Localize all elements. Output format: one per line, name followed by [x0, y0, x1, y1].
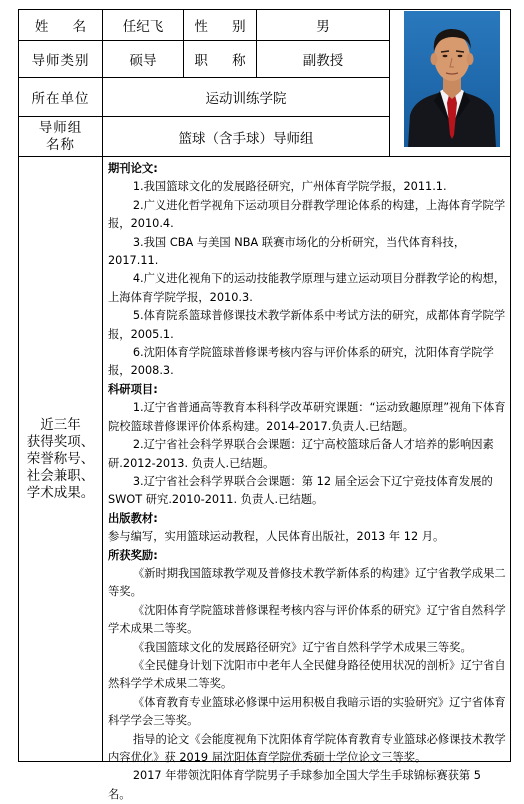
title-label: [183, 40, 257, 78]
research-item: 2.辽宁省社会科学界联合会课题：辽宁高校篮球后备人才培养的影响因素研.2012-2013. 负责人.已结题。: [108, 438, 494, 470]
unit-value-text: 运动训练学院: [205, 91, 287, 107]
award-item: 《体育教育专业篮球必修课中运用积极自我暗示语的实验研究》辽宁省体育科学学会三等奖。: [108, 695, 506, 728]
achievements-label-line-5: 学术成果。: [26, 484, 95, 501]
awards-heading: 所获奖励:: [108, 548, 158, 562]
mentor-type-label: [18, 40, 103, 78]
title-value: [256, 40, 390, 78]
mentor-type-value: [102, 40, 184, 78]
award-item: 《我国篮球文化的发展路径研究》辽宁省自然科学学术成果三等奖。: [132, 640, 472, 654]
paper-item: 5.体育院系篮球普修课技术教学新体系中考试方法的研究，成都体育学院学报，2005.1.: [108, 309, 506, 341]
gender-label-text: 性 别: [194, 19, 256, 35]
award-item: 《新时期我国篮球教学观及普修技术教学新体系的构建》辽宁省教学成果二等奖。: [108, 566, 506, 599]
name-label: [18, 9, 103, 41]
name-value-text: 任纪飞: [122, 19, 164, 35]
portrait-image: [404, 11, 500, 147]
group-label-line-1: 导师组: [38, 119, 83, 136]
award-item: 《沈阳体育学院篮球普修课程考核内容与评价体系的研究》辽宁省自然科学学术成果二等奖。: [108, 603, 506, 636]
achievements-label-line-1: 近三年: [40, 416, 81, 433]
title-label-text: 职 称: [194, 53, 256, 69]
group-value: [102, 116, 390, 157]
textbook-item: 参与编写，实用篮球运动教程，人民体育出版社，2013 年 12 月。: [108, 530, 445, 544]
mentor-type-value-text: 硕导: [129, 53, 157, 69]
group-value-text: 篮球（含手球）导师组: [178, 130, 314, 147]
achievements-label-line-3: 荣誉称号、: [26, 450, 95, 467]
title-value-text: 副教授: [302, 53, 344, 69]
group-label-line-2: 名称: [46, 136, 75, 153]
gender-value: [256, 9, 390, 41]
research-heading: 科研项目:: [108, 382, 158, 396]
paper-item: 6.沈阳体育学院篮球普修课考核内容与评价体系的研究，沈阳体育学院学报，2008.3.: [108, 346, 494, 378]
unit-value: [102, 77, 390, 117]
paper-item: 2.广义进化哲学视角下运动项目分群教学理论体系的构建，上海体育学院学报，2010.4.: [108, 198, 506, 231]
textbook-heading: 出版教材:: [108, 511, 158, 525]
group-label: [18, 116, 103, 157]
achievements-content: [102, 156, 511, 801]
mentor-type-label-text: 导师类别: [31, 53, 90, 69]
gender-label: [183, 9, 257, 41]
portrait-photo: [404, 11, 500, 147]
gender-value-text: 男: [316, 19, 330, 35]
research-item: 3.辽宁省社会科学界联合会课题：第 12 届全运会下辽宁竞技体育发展的 SWOT 研究.2010-2011. 负责人.已结题。: [108, 474, 493, 507]
papers-heading: 期刊论文:: [108, 162, 158, 175]
unit-label-text: 所在单位: [31, 91, 90, 107]
name-label-text: 姓 名: [34, 19, 97, 35]
unit-label: [18, 77, 103, 117]
paper-item: 4.广义进化视角下的运动技能教学原理与建立运动项目分群教学论的构想，上海体育学院学报，2010.3.: [108, 272, 506, 304]
achievements-label: [18, 156, 103, 762]
research-item: 1.辽宁省普通高等教育本科科学改革研究课题：“运动致趣原理”视角下体育院校篮球普修课评价体系构建。2014-2017.负责人.已结题。: [108, 401, 506, 433]
paper-item: 3.我国 CBA 与美国 NBA 联赛市场化的分析研究，当代体育科技，2017.11.: [108, 235, 466, 268]
award-item: 《全民健身计划下沈阳市中老年人全民健身路径使用状况的剖析》辽宁省自然科学学术成果二等奖。: [108, 658, 506, 691]
paper-item: 1.我国篮球文化的发展路径研究，广州体育学院学报，2011.1.: [132, 180, 447, 194]
name-value: [102, 9, 184, 41]
award-item: 2017 年带领沈阳体育学院男子手球参加全国大学生手球锦标赛获第 5 名。: [108, 769, 481, 801]
achievements-label-line-2: 获得奖项、: [26, 433, 95, 450]
achievements-label-line-4: 社会兼职、: [26, 467, 95, 484]
award-item: 指导的论文《会能度视角下沈阳体育学院体育教育专业篮球必修课技术教学内容优化》获 2019 届沈阳体育学院优秀硕士学位论文三等奖。: [108, 732, 506, 764]
